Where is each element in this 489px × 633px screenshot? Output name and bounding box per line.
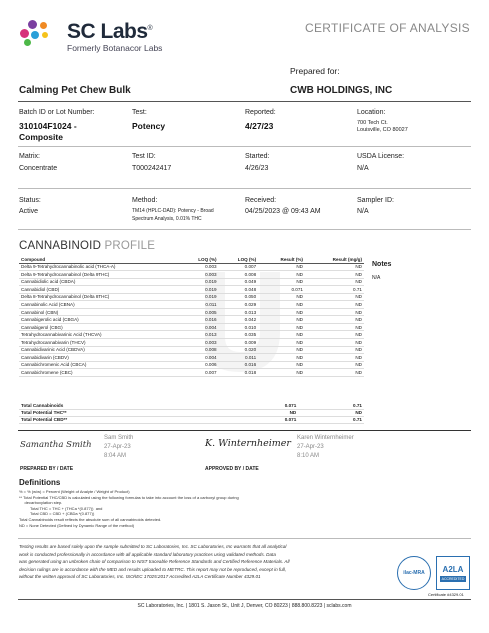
total-label: Total Cannabinoids: [19, 402, 179, 409]
usda-label: USDA License:: [357, 153, 405, 160]
batch-label: Batch ID or Lot Number:: [19, 109, 95, 116]
table-row: [19, 323, 364, 331]
compound-name: Cannabidivarin (CBDV): [19, 354, 179, 362]
logo-dot-yellow: [42, 32, 48, 38]
table-cell: ND: [305, 301, 364, 309]
ilac-label: ilac-MRA: [403, 570, 425, 576]
table-cell: ND: [220, 409, 299, 416]
approved-caption: APPROVED BY / DATE: [205, 466, 259, 472]
table-cell: 0.019: [179, 286, 219, 294]
table-cell: 0.013: [219, 308, 259, 316]
disclaimer-line: work is conducted professionally in accordance with all applicable standard laboratory practices using validated methods. Data: [19, 551, 276, 557]
disclaimer-line: without the written approval of SC Laboratories, Inc. ISO/IEC 17025:2017 Accredited A2LA Certificate Number 4329.01: [19, 574, 261, 580]
compound-name: Tetrahydrocannabivarinic Acid (THCVA): [19, 331, 179, 339]
table-cell: 0.071: [258, 286, 305, 294]
totals-row: [19, 409, 364, 416]
footer-text: SC Laboratories, Inc. | 1801 S. Jason St., Unit J, Denver, CO 80223 | 888.800.8223 | sclabs.com: [137, 603, 352, 609]
totals-table: [19, 402, 364, 424]
brand-subtitle: Formerly Botanacor Labs: [67, 43, 163, 53]
table-cell: ND: [258, 346, 305, 354]
location-value-2: Louisville, CO 80027: [357, 127, 408, 133]
compound-name: Cannabidiolic acid (CBDA): [19, 278, 179, 286]
prepared-by-name: Sam Smith: [104, 435, 134, 441]
compound-name: Cannabigerol (CBG): [19, 323, 179, 331]
table-cell: [179, 409, 199, 416]
compound-name: Delta 9-Tetrahydrocannabinol (Delta 9THC): [19, 271, 179, 279]
definition-line: Total THC = THC + (THCa *(0.877)) and: [19, 505, 103, 511]
method-value-2: Spectrum Analysis, 0.01% THC: [132, 216, 202, 222]
table-cell: 0.071: [220, 402, 299, 409]
table-cell: 0.71: [298, 416, 364, 423]
table-row: [19, 278, 364, 286]
table-cell: [199, 409, 219, 416]
table-cell: 0.016: [219, 361, 259, 369]
table-cell: ND: [305, 293, 364, 301]
table-cell: ND: [305, 308, 364, 316]
table-cell: ND: [305, 361, 364, 369]
table-cell: 0.042: [219, 316, 259, 324]
table-cell: [179, 402, 199, 409]
table-cell: ND: [305, 271, 364, 279]
table-cell: [179, 416, 199, 423]
table-cell: ND: [258, 278, 305, 286]
definition-line: % = % (w/w) = Percent (Weight of Analyte / Weight of Product): [19, 489, 130, 494]
divider: [18, 430, 471, 431]
table-cell: 0.029: [219, 301, 259, 309]
table-cell: ND: [305, 369, 364, 377]
totals-row: [19, 416, 364, 423]
started-label: Started:: [245, 153, 270, 160]
divider: [18, 599, 471, 600]
received-label: Received:: [245, 197, 277, 204]
table-cell: ND: [305, 346, 364, 354]
logo-dot-pink: [20, 29, 29, 38]
approved-date: 27-Apr-23: [297, 444, 324, 450]
location-value: 700 Tech Ct.: [357, 120, 388, 126]
logo-dot-blue: [31, 31, 39, 39]
table-row: [19, 369, 364, 377]
table-cell: ND: [258, 271, 305, 279]
table-cell: ND: [305, 331, 364, 339]
column-header: Result (%): [258, 256, 305, 263]
product-name: Calming Pet Chew Bulk: [19, 85, 131, 96]
table-cell: ND: [305, 323, 364, 331]
table-cell: 0.048: [219, 286, 259, 294]
table-cell: 0.007: [219, 263, 259, 271]
notes-value: N/A: [372, 275, 381, 281]
cannabinoid-table: [19, 256, 364, 377]
table-row: [19, 263, 364, 271]
table-cell: ND: [258, 263, 305, 271]
compound-name: Cannabidiol (CBD): [19, 286, 179, 294]
sc-labs-logo: [18, 20, 62, 48]
table-cell: 0.013: [179, 331, 219, 339]
column-header: Compound: [19, 256, 179, 263]
reported-value: 4/27/23: [245, 121, 274, 131]
table-cell: 0.010: [219, 323, 259, 331]
sampler-label: Sampler ID:: [357, 197, 394, 204]
table-cell: 0.008: [179, 346, 219, 354]
definitions-body: [19, 489, 459, 528]
test-id-label: Test ID:: [132, 153, 156, 160]
table-cell: ND: [258, 316, 305, 324]
batch-value-2: Composite: [19, 132, 63, 142]
table-cell: 0.020: [219, 346, 259, 354]
disclaimer-line: Testing results are based solely upon the sample submitted to SC Laboratories, Inc. SC Laboratories, Inc warrants that all analytical: [19, 544, 287, 549]
compound-name: Cannabigerolic acid (CBGA): [19, 316, 179, 324]
table-row: [19, 361, 364, 369]
disclaimer: [19, 543, 389, 581]
divider: [18, 538, 471, 539]
accredited-label: ACCREDITED: [441, 576, 465, 581]
prepared-time: 8:04 AM: [104, 453, 127, 459]
table-cell: ND: [258, 331, 305, 339]
table-cell: ND: [258, 361, 305, 369]
table-cell: ND: [258, 293, 305, 301]
logo-dot-green: [24, 39, 31, 46]
table-cell: 0.003: [179, 263, 219, 271]
definition-line: ** Total Potential THC/CBD is calculated using the following formulas to take into account the loss of a carboxyl group during: [19, 494, 239, 500]
table-cell: 0.007: [179, 369, 219, 377]
table-cell: ND: [258, 308, 305, 316]
divider: [18, 146, 471, 147]
divider: [18, 101, 471, 102]
compound-name: Cannabinol (CBN): [19, 308, 179, 316]
method-label: Method:: [132, 197, 158, 204]
a2la-label: A2LA: [442, 564, 464, 574]
matrix-label: Matrix:: [19, 153, 40, 160]
column-header: LOQ (%): [219, 256, 259, 263]
received-value: 04/25/2023 @ 09:43 AM: [245, 208, 321, 215]
table-cell: 0.71: [305, 286, 364, 294]
status-label: Status:: [19, 197, 41, 204]
client-name: CWB HOLDINGS, INC: [290, 85, 393, 96]
table-cell: 0.011: [179, 301, 219, 309]
logo-dot-orange: [40, 22, 47, 29]
table-cell: ND: [258, 369, 305, 377]
table-cell: 0.035: [219, 331, 259, 339]
approved-signature: K. Winternheimer: [205, 438, 291, 449]
table-row: [19, 301, 364, 309]
status-value: Active: [19, 208, 39, 215]
compound-name: Cannabichromenic Acid (CBCA): [19, 361, 179, 369]
compound-name: Delta 8-Tetrahydrocannabinol (Delta 8THC): [19, 293, 179, 301]
table-cell: 0.011: [219, 354, 259, 362]
table-cell: [199, 402, 219, 409]
disclaimer-line: decision rulings are in accordance with the MED and results uploaded to METRC. This report may not be reproduced, except in full,: [19, 566, 287, 572]
definition-line: Total CBD = CBD + (CBDa *(0.877)): [19, 511, 95, 517]
table-cell: 0.016: [179, 316, 219, 324]
test-label: Test:: [132, 109, 147, 116]
divider: [18, 229, 471, 230]
table-cell: 0.018: [219, 369, 259, 377]
definitions-title: Definitions: [19, 478, 61, 487]
table-row: [19, 338, 364, 346]
table-cell: ND: [305, 354, 364, 362]
prepared-caption: PREPARED BY / DATE: [20, 466, 74, 472]
usda-value: N/A: [357, 165, 369, 172]
table-cell: ND: [258, 323, 305, 331]
table-cell: ND: [258, 338, 305, 346]
disclaimer-line: was generated using an unbroken chain of comparison to NIST traceable Reference Standards and Certified Reference Materials. All: [19, 559, 290, 565]
table-cell: 0.003: [179, 271, 219, 279]
table-row: [19, 308, 364, 316]
test-id-value: T000242417: [132, 165, 172, 172]
total-label: Total Potential CBD**: [19, 416, 179, 423]
matrix-value: Concentrate: [19, 165, 58, 172]
ilac-mra-logo: [397, 556, 431, 590]
table-cell: 0.004: [179, 323, 219, 331]
column-header: Result (mg/g): [305, 256, 364, 263]
table-cell: 0.019: [179, 293, 219, 301]
brand-name: SC Labs®: [67, 20, 153, 43]
approved-time: 8:10 AM: [297, 453, 320, 459]
table-header-row: [19, 256, 364, 263]
started-value: 4/26/23: [245, 165, 269, 172]
compound-name: Cannabidivarinic Acid (CBDVA): [19, 346, 179, 354]
compound-name: Delta 9-Tetrahydrocannabinolic acid (THCA-A): [19, 263, 179, 271]
table-cell: 0.009: [219, 338, 259, 346]
prepared-for-label: Prepared for:: [290, 66, 340, 76]
table-cell: ND: [305, 263, 364, 271]
table-row: [19, 346, 364, 354]
a2la-logo: [436, 556, 470, 590]
table-cell: 0.71: [298, 402, 364, 409]
definition-line: Total Cannabinoids result reflects the absolute sum of all cannabinoids detected.: [19, 516, 162, 522]
table-cell: 0.005: [179, 308, 219, 316]
prepared-date: 27-Apr-23: [104, 444, 131, 450]
compound-name: Cannabinolic Acid (CBNA): [19, 301, 179, 309]
sampler-value: N/A: [357, 208, 369, 215]
certificate-number: Certificate #4329.01: [428, 592, 464, 597]
table-cell: ND: [305, 278, 364, 286]
total-label: Total Potential THC**: [19, 409, 179, 416]
table-cell: 0.003: [179, 338, 219, 346]
reported-label: Reported:: [245, 109, 276, 116]
table-row: [19, 316, 364, 324]
table-cell: [199, 416, 219, 423]
table-cell: ND: [305, 338, 364, 346]
approved-by-name: Karen Winternheimer: [297, 435, 354, 441]
definition-line: decarboxylation step.: [19, 500, 63, 506]
table-row: [19, 271, 364, 279]
table-cell: ND: [258, 354, 305, 362]
prepared-signature: Samantha Smith: [20, 440, 92, 450]
column-header: LOQ (%): [179, 256, 219, 263]
document-title: CERTIFICATE OF ANALYSIS: [305, 21, 470, 35]
table-row: [19, 286, 364, 294]
totals-row: [19, 402, 364, 409]
location-label: Location:: [357, 109, 386, 116]
table-cell: 0.050: [219, 293, 259, 301]
table-cell: ND: [298, 409, 364, 416]
test-value: Potency: [132, 121, 166, 131]
table-cell: 0.071: [220, 416, 299, 423]
table-row: [19, 331, 364, 339]
table-row: [19, 293, 364, 301]
divider: [18, 188, 471, 189]
method-value: TM14 (HPLC-DAD): Potency - Broad: [132, 208, 214, 214]
table-row: [19, 354, 364, 362]
table-cell: 0.006: [179, 361, 219, 369]
cannabinoid-profile-heading: CANNABINOID PROFILE: [19, 240, 156, 252]
table-cell: 0.008: [219, 271, 259, 279]
compound-name: Tetrahydrocannabivarin (THCV): [19, 338, 179, 346]
table-cell: 0.019: [179, 278, 219, 286]
table-cell: 0.004: [179, 354, 219, 362]
logo-dot-purple: [28, 20, 37, 29]
definition-line: ND = None Detected (Defined by Dynamic Range of the method): [19, 522, 135, 528]
batch-value: 310104F1024 -: [19, 121, 77, 131]
notes-title: Notes: [372, 261, 392, 268]
table-cell: 0.049: [219, 278, 259, 286]
table-cell: ND: [305, 316, 364, 324]
compound-name: Cannabichromene (CBC): [19, 369, 179, 377]
table-cell: ND: [258, 301, 305, 309]
